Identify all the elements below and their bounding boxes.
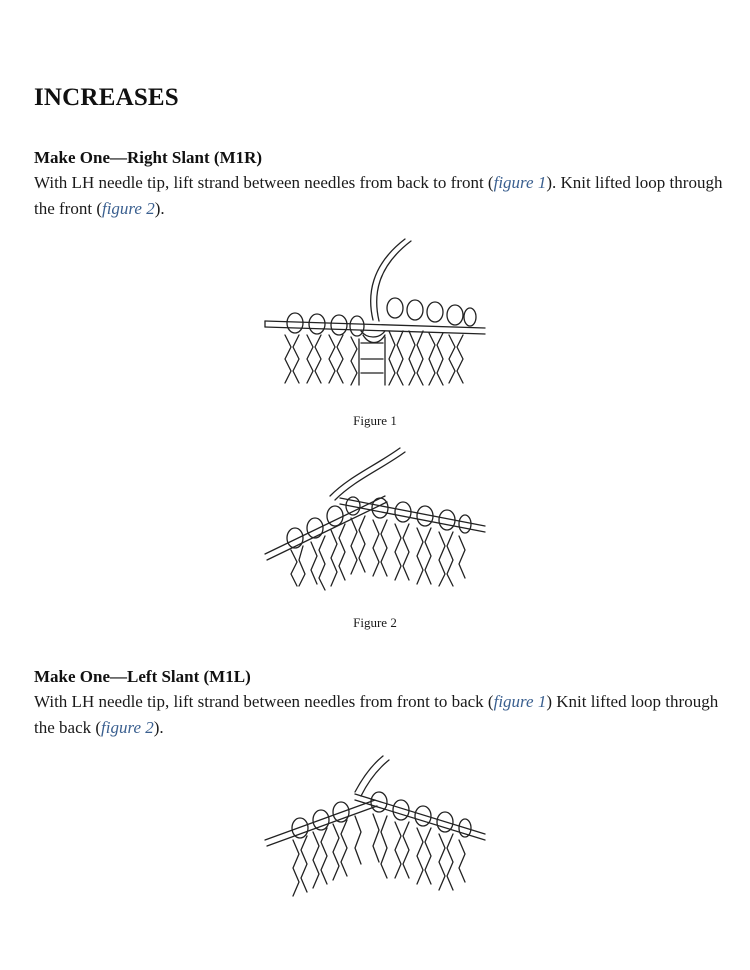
body-text: With LH needle tip, lift strand between needles from front to back ( (34, 692, 494, 711)
section-heading-m1r: Make One—Right Slant (M1R) (34, 148, 263, 167)
figure-2-reference: figure 2 (101, 718, 154, 737)
knitting-m1l-lift-icon (255, 752, 495, 908)
figure-1-caption: Figure 1 (353, 413, 397, 428)
section-body-m1l (34, 689, 724, 741)
section-body-m1r (34, 170, 724, 222)
body-text: ) Knit lifted loop through the back ( (34, 692, 719, 737)
body-text: ). (154, 199, 165, 218)
body-text: ). (153, 718, 164, 737)
m1l-figure-1-illustration (255, 752, 495, 908)
figure-2-caption: Figure 2 (353, 615, 397, 630)
body-text: ). Knit lifted loop through the front ( (34, 173, 723, 218)
figure-1-reference: figure 1 (493, 173, 547, 192)
page-title: INCREASES (34, 84, 179, 111)
knitting-m1r-knit-icon (255, 446, 495, 602)
knitting-m1r-lift-icon (255, 235, 495, 397)
body-text: With LH needle tip, lift strand between needles from back to front ( (34, 173, 494, 192)
figure-1-illustration (255, 235, 495, 397)
figure-1-reference: figure 1 (493, 692, 547, 711)
figure-2-illustration (255, 446, 495, 602)
section-heading-m1l: Make One—Left Slant (M1L) (34, 667, 251, 686)
figure-2-reference: figure 2 (101, 199, 155, 218)
